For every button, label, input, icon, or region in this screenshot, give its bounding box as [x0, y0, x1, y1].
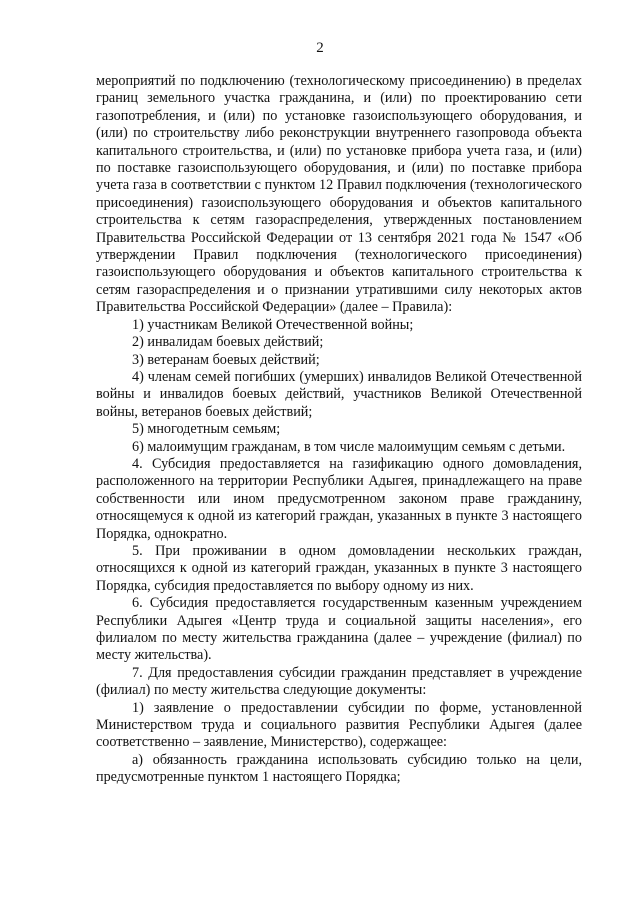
list-item-combat-veterans: 3) ветеранам боевых действий;	[132, 351, 320, 368]
paragraph-clause-5: 5. При проживании в одном домовладении нескольких граждан, относящихся к одной из категорий граждан, указанных в пункте 3 настоящего Порядка, субсидия предоставляется по выбору одному из них.	[96, 542, 582, 594]
paragraph-clause-4: 4. Субсидия предоставляется на газификацию одного домовладения, расположенного на территории Республики Адыгея, принадлежащего на праве собственности или ином предусмотренном законом праве гражданину, относящемуся к одной из категорий граждан, указанных в пункте 3 настоящего Порядка, однократно.	[96, 455, 582, 542]
page-number: 2	[316, 40, 324, 56]
list-item-large-families: 5) многодетным семьям;	[132, 421, 281, 438]
list-item-veterans-wwii: 1) участникам Великой Отечественной войны;	[132, 316, 414, 333]
paragraph-clause-7-item-1: 1) заявление о предоставлении субсидии по форме, установленной Министерством труда и социального развития Республики Адыгея (далее соответственно – заявление, Министерство), содержащее:	[96, 699, 582, 751]
list-item-family-members: 4) членам семей погибших (умерших) инвалидов Великой Отечественной войны и инвалидов боевых действий, участников Великой Отечественной войны, ветеранов боевых действий;	[96, 368, 582, 420]
paragraph-clause-6: 6. Субсидия предоставляется государственным казенным учреждением Республики Адыгея «Центр труда и социальной защиты населения», его филиалом по месту жительства гражданина (далее – учреждение (филиал) по месту жительства).	[96, 595, 582, 664]
document-body	[96, 73, 582, 787]
list-item-combat-disabled: 2) инвалидам боевых действий;	[132, 334, 324, 351]
paragraph-intro: мероприятий по подключению (технологическому присоединению) в пределах границ земельного участка гражданина, и (или) по проектированию сети газопотребления, и (или) по установке газоиспользующего оборудования, и (или) по строительству либо реконструкции внутреннего газопровода объекта капитального строительства, и (или) по установке прибора учета газа, и (или) по поставке газоиспользующего оборудования, и (или) по поставке прибора учета газа в соответствии с пунктом 12 Правил подключения (технологического присоединения) газоиспользующего оборудования и объектов капитального строительства к сетям газораспределения, утвержденных постановлением Правительства Российской Федерации от 13 сентября 2021 года № 1547 «Об утверждении Правил подключения (технологического присоединения) газоиспользующего оборудования и объектов капитального строительства к сетям газораспределения и о признании утратившими силу некоторых актов Правительства Российской Федерации» (далее – Правила):	[96, 73, 582, 316]
paragraph-clause-7-item-1a: а) обязанность гражданина использовать субсидию только на цели, предусмотренные пунктом 1 настоящего Порядка;	[96, 751, 582, 786]
list-item-low-income: 6) малоимущим гражданам, в том числе малоимущим семьям с детьми.	[132, 438, 566, 455]
paragraph-clause-7: 7. Для предоставления субсидии гражданин представляет в учреждение (филиал) по месту жительства следующие документы:	[96, 664, 582, 699]
